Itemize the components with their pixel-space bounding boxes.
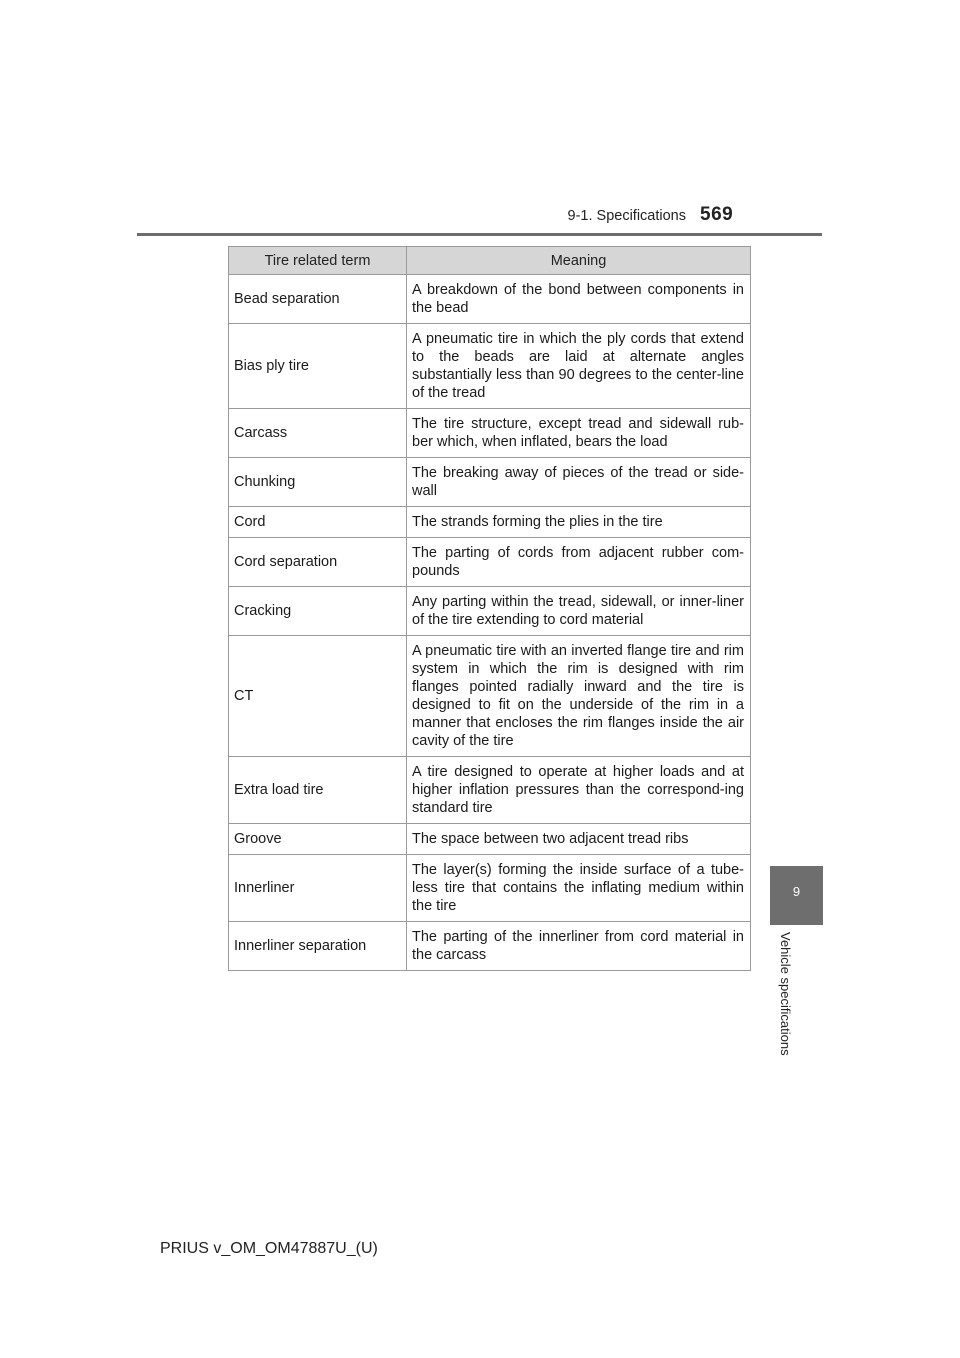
meaning-cell: The tire structure, except tread and sidewall rub-ber which, when inflated, bears the load	[407, 409, 751, 458]
term-cell: Bead separation	[229, 275, 407, 324]
page-number: 569	[700, 204, 734, 225]
meaning-cell: The parting of cords from adjacent rubber com-pounds	[407, 538, 751, 587]
column-header-term: Tire related term	[229, 247, 407, 275]
meaning-cell: A pneumatic tire in which the ply cords that extend to the beads are laid at alternate angles substantially less than 90 degrees to the center-line of the tread	[407, 324, 751, 409]
term-cell: Extra load tire	[229, 757, 407, 824]
term-cell: Cord separation	[229, 538, 407, 587]
meaning-cell: The space between two adjacent tread ribs	[407, 824, 751, 855]
table-row	[229, 458, 751, 507]
table-row	[229, 757, 751, 824]
chapter-label: Vehicle specifications	[778, 932, 793, 1056]
table-header-row	[229, 247, 751, 275]
page-header	[0, 0, 960, 240]
term-cell: Cord	[229, 507, 407, 538]
meaning-cell: A pneumatic tire with an inverted flange tire and rim system in which the rim is designed with rim flanges pointed radially inward and the tire is designed to fit on the underside of the rim in a manner that encloses the rim flanges inside the air cavity of the tire	[407, 636, 751, 757]
meaning-cell: The breaking away of pieces of the tread or side-wall	[407, 458, 751, 507]
table-row	[229, 507, 751, 538]
chapter-number: 9	[792, 884, 801, 899]
meaning-cell: A tire designed to operate at higher loads and at higher inflation pressures than the correspond-ing standard tire	[407, 757, 751, 824]
term-cell: Innerliner separation	[229, 922, 407, 971]
meaning-cell: The parting of the innerliner from cord material in the carcass	[407, 922, 751, 971]
table-row	[229, 587, 751, 636]
meaning-cell: Any parting within the tread, sidewall, or inner-liner of the tire extending to cord material	[407, 587, 751, 636]
term-cell: Carcass	[229, 409, 407, 458]
table-row	[229, 409, 751, 458]
term-cell: Chunking	[229, 458, 407, 507]
term-cell: Cracking	[229, 587, 407, 636]
meaning-cell: The strands forming the plies in the tire	[407, 507, 751, 538]
table-row	[229, 636, 751, 757]
table-row	[229, 324, 751, 409]
meaning-cell: A breakdown of the bond between components in the bead	[407, 275, 751, 324]
chapter-tab	[770, 866, 823, 925]
term-cell: Innerliner	[229, 855, 407, 922]
tire-terms-table	[228, 246, 751, 971]
section-title: 9-1. Specifications	[567, 208, 686, 224]
term-cell: Bias ply tire	[229, 324, 407, 409]
table-row	[229, 824, 751, 855]
term-cell: Groove	[229, 824, 407, 855]
column-header-meaning: Meaning	[407, 247, 751, 275]
header-divider	[137, 233, 822, 236]
footer-model-code: PRIUS v_OM_OM47887U_(U)	[160, 1240, 378, 1257]
term-cell: CT	[229, 636, 407, 757]
meaning-cell: The layer(s) forming the inside surface of a tube-less tire that contains the inflating medium within the tire	[407, 855, 751, 922]
table-row	[229, 855, 751, 922]
table-row	[229, 275, 751, 324]
table-row	[229, 538, 751, 587]
table-row	[229, 922, 751, 971]
